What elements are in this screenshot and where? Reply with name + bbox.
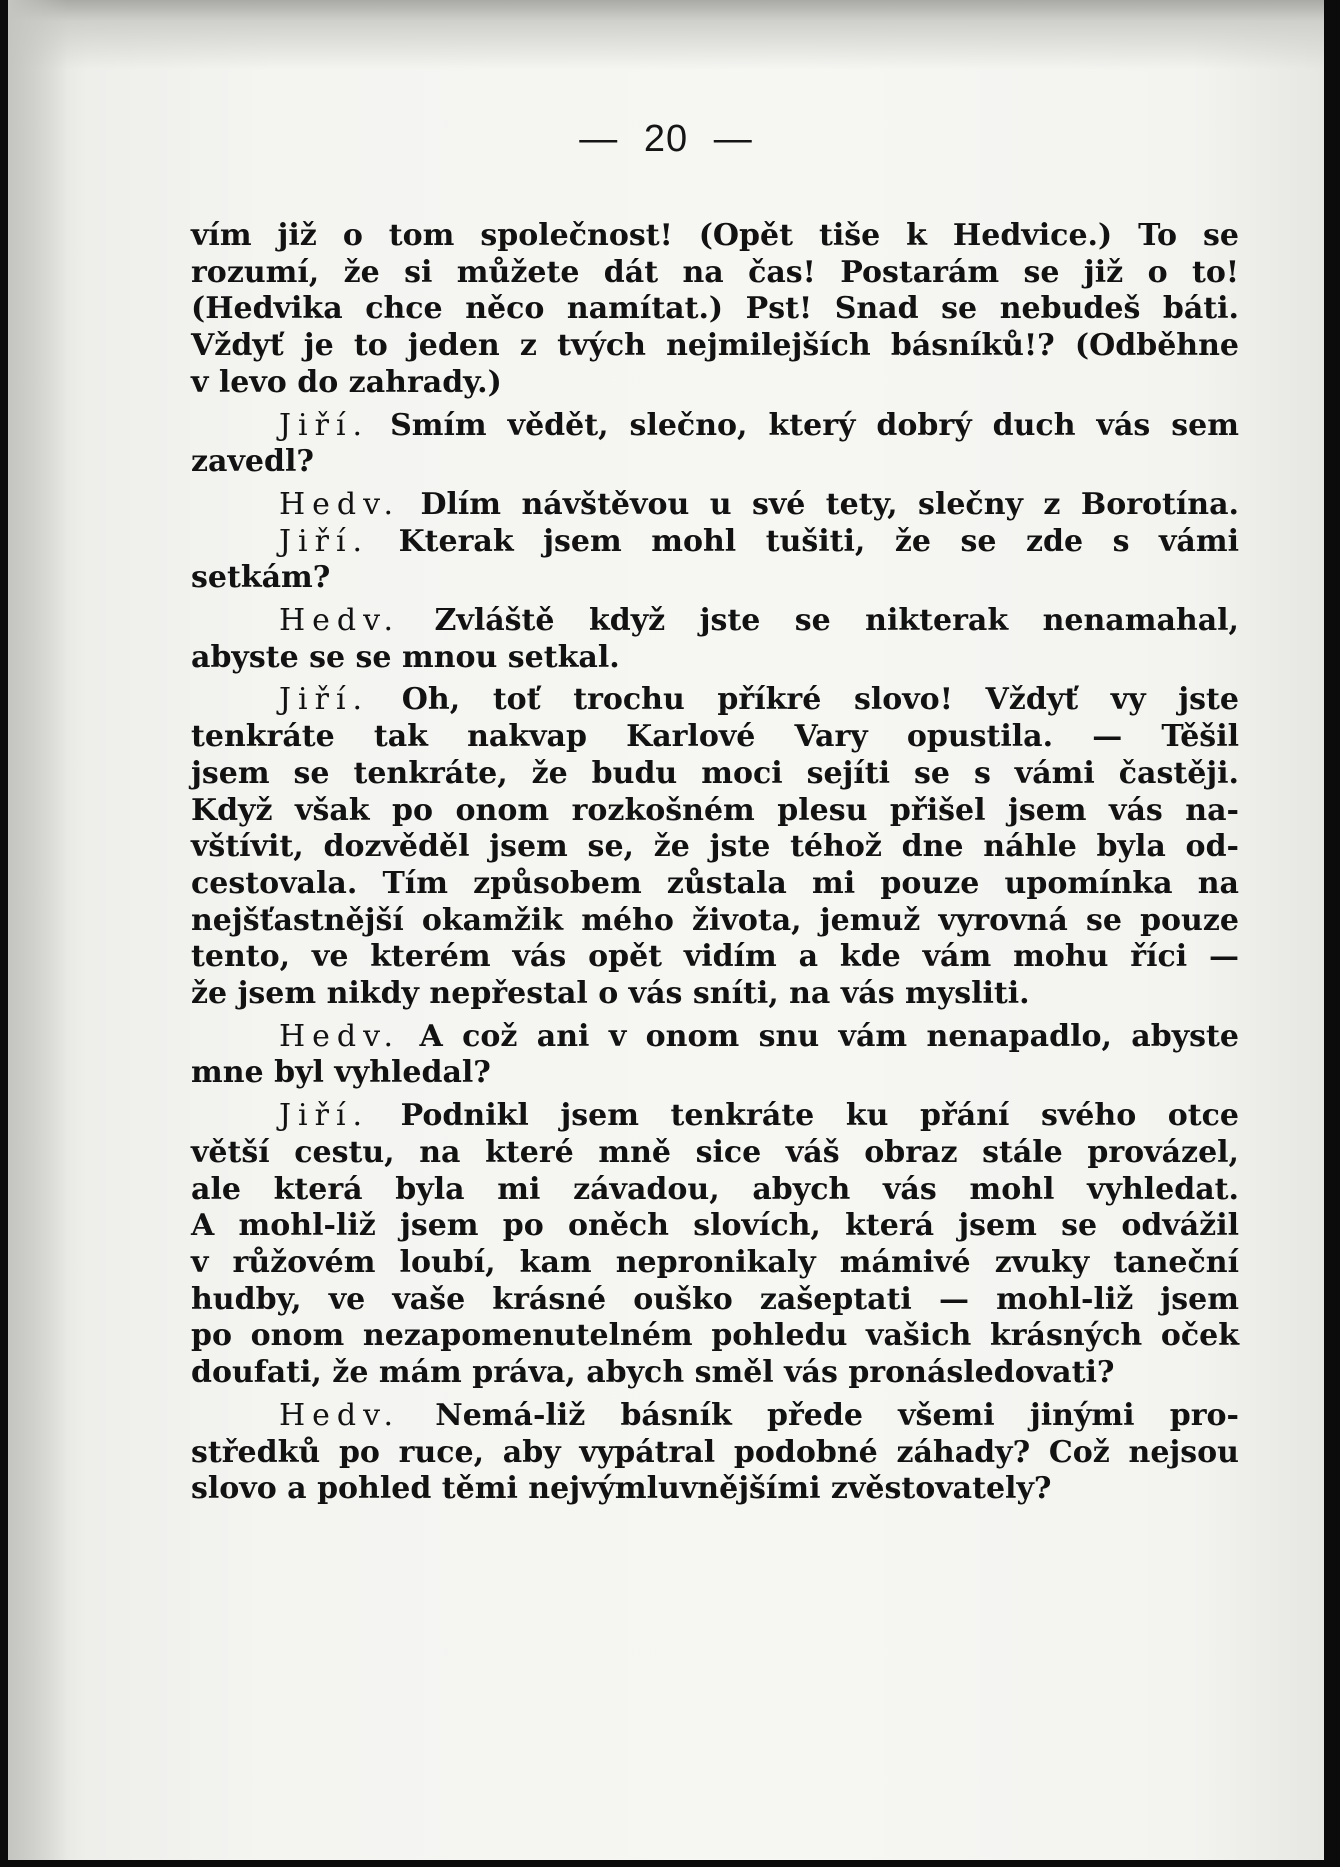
text-line [191,1355,1239,1392]
book-page [8,0,1324,1860]
text-line [191,1172,1239,1209]
text-line [191,1435,1239,1472]
text-line [191,903,1239,940]
text-line [191,1398,1239,1435]
text-line [191,1135,1239,1172]
speaker-name: Jiří. [279,523,370,559]
line-text: Nemá-liž básník přede všemi jinými pro- [435,1397,1239,1433]
text-line [191,1208,1239,1245]
line-text: A mohl-liž jsem po oněch slovích, která jsem se odvážil [191,1208,1239,1244]
line-text: Kterak jsem mohl tušiti, že se zde s vámi [398,523,1239,559]
line-text: že jsem nikdy nepřestal o vás sníti, na vás mysliti. [191,976,1030,1012]
text-line [191,1471,1239,1508]
text-line [191,976,1239,1013]
text-line [191,560,1239,597]
page-number [8,118,1324,161]
page-shadow-top [8,0,1324,70]
text-line [191,255,1239,292]
text-line [191,640,1239,677]
page-number-value: 20 [643,118,689,160]
speaker-name: Jiří. [279,682,370,718]
text-line [191,1245,1239,1282]
line-text: mne byl vyhledal? [191,1055,491,1091]
line-text: Smím vědět, slečno, který dobrý duch vás sem [390,407,1239,443]
page-shadow-left [8,0,68,1860]
speaker-name: Jiří. [279,407,370,443]
text-line [191,866,1239,903]
line-text: tenkráte tak nakvap Karlové Vary opustila. — Těšil [191,719,1239,755]
line-text: ale která byla mi závadou, abych vás mohl vyhledat. [191,1171,1239,1207]
speaker-name: Hedv. [279,1397,401,1433]
text-line [191,829,1239,866]
line-text: rozumí, že si můžete dát na čas! Postarám se již o to! [191,254,1239,290]
text-line [191,524,1239,561]
text-line [191,719,1239,756]
line-text: nejšťastnější okamžik mého života, jemuž vyrovná se pouze [191,902,1239,938]
line-text: v levo do zahrady.) [191,364,502,400]
line-text: Oh, toť trochu příkré slovo! Vždyť vy jste [401,682,1239,718]
line-text: setkám? [191,560,331,596]
text-line [191,1318,1239,1355]
body-text [191,218,1239,1514]
text-line [191,756,1239,793]
line-text: Podnikl jsem tenkráte ku přání svého otce [400,1098,1239,1134]
line-text: abyste se se mnou setkal. [191,639,620,675]
line-text: jsem se tenkráte, že budu moci sejíti se s vámi častěji. [191,755,1239,791]
line-text: v růžovém loubí, kam nepronikaly mámivé zvuky taneční [191,1244,1239,1280]
line-text: (Hedvika chce něco namítat.) Pst! Snad se nebudeš báti. [191,291,1239,327]
speaker-name: Hedv. [279,1018,401,1054]
line-text: A což ani v onom snu vám nenapadlo, abyste [419,1018,1239,1054]
speaker-name: Jiří. [279,1098,370,1134]
page-number-dash-right: — [713,118,753,160]
page-number-dash-left: — [579,118,619,160]
line-text: doufati, že mám práva, abych směl vás pronásledovati? [191,1355,1115,1391]
speaker-name: Hedv. [279,603,401,639]
line-text: větší cestu, na které mně sice váš obraz stále provázel, [191,1134,1239,1170]
line-text: středků po ruce, aby vypátral podobné záhady? Což nejsou [191,1434,1239,1470]
line-text: Když však po onom rozkošném plesu přišel jsem vás na- [191,792,1239,828]
text-line [191,793,1239,830]
line-text: slovo a pohled těmi nejvýmluvnějšími zvěstovately? [191,1471,1052,1507]
line-text: hudby, ve vaše krásné ouško zašeptati — mohl-liž jsem [191,1281,1239,1317]
text-line [191,1019,1239,1056]
line-text: zavedl? [191,444,314,480]
line-text: Vždyť je to jeden z tvých nejmilejších básníků!? (Odběhne [191,328,1239,364]
text-line [191,365,1239,402]
text-line [191,444,1239,481]
line-text: cestovala. Tím způsobem zůstala mi pouze upomínka na [191,865,1239,901]
text-line [191,603,1239,640]
speaker-name: Hedv. [279,486,401,522]
line-text: po onom nezapomenutelném pohledu vašich krásných oček [191,1318,1239,1354]
line-text: Zvláště když jste se nikterak nenamahal, [434,603,1239,639]
text-line [191,487,1239,524]
text-line [191,291,1239,328]
text-line [191,328,1239,365]
text-line [191,1282,1239,1319]
line-text: vštívit, dozvěděl jsem se, že jste téhož dne náhle byla od- [191,829,1239,865]
paragraph-gap [191,1508,1239,1514]
line-text: tento, ve kterém vás opět vidím a kde vám mohu říci — [191,939,1239,975]
text-line [191,408,1239,445]
text-line [191,939,1239,976]
line-text: vím již o tom společnost! (Opět tiše k Hedvice.) To se [191,218,1239,253]
text-line [191,218,1239,255]
text-line [191,1055,1239,1092]
line-text: Dlím návštěvou u své tety, slečny z Borotína. [420,486,1239,522]
text-line [191,682,1239,719]
text-line [191,1098,1239,1135]
